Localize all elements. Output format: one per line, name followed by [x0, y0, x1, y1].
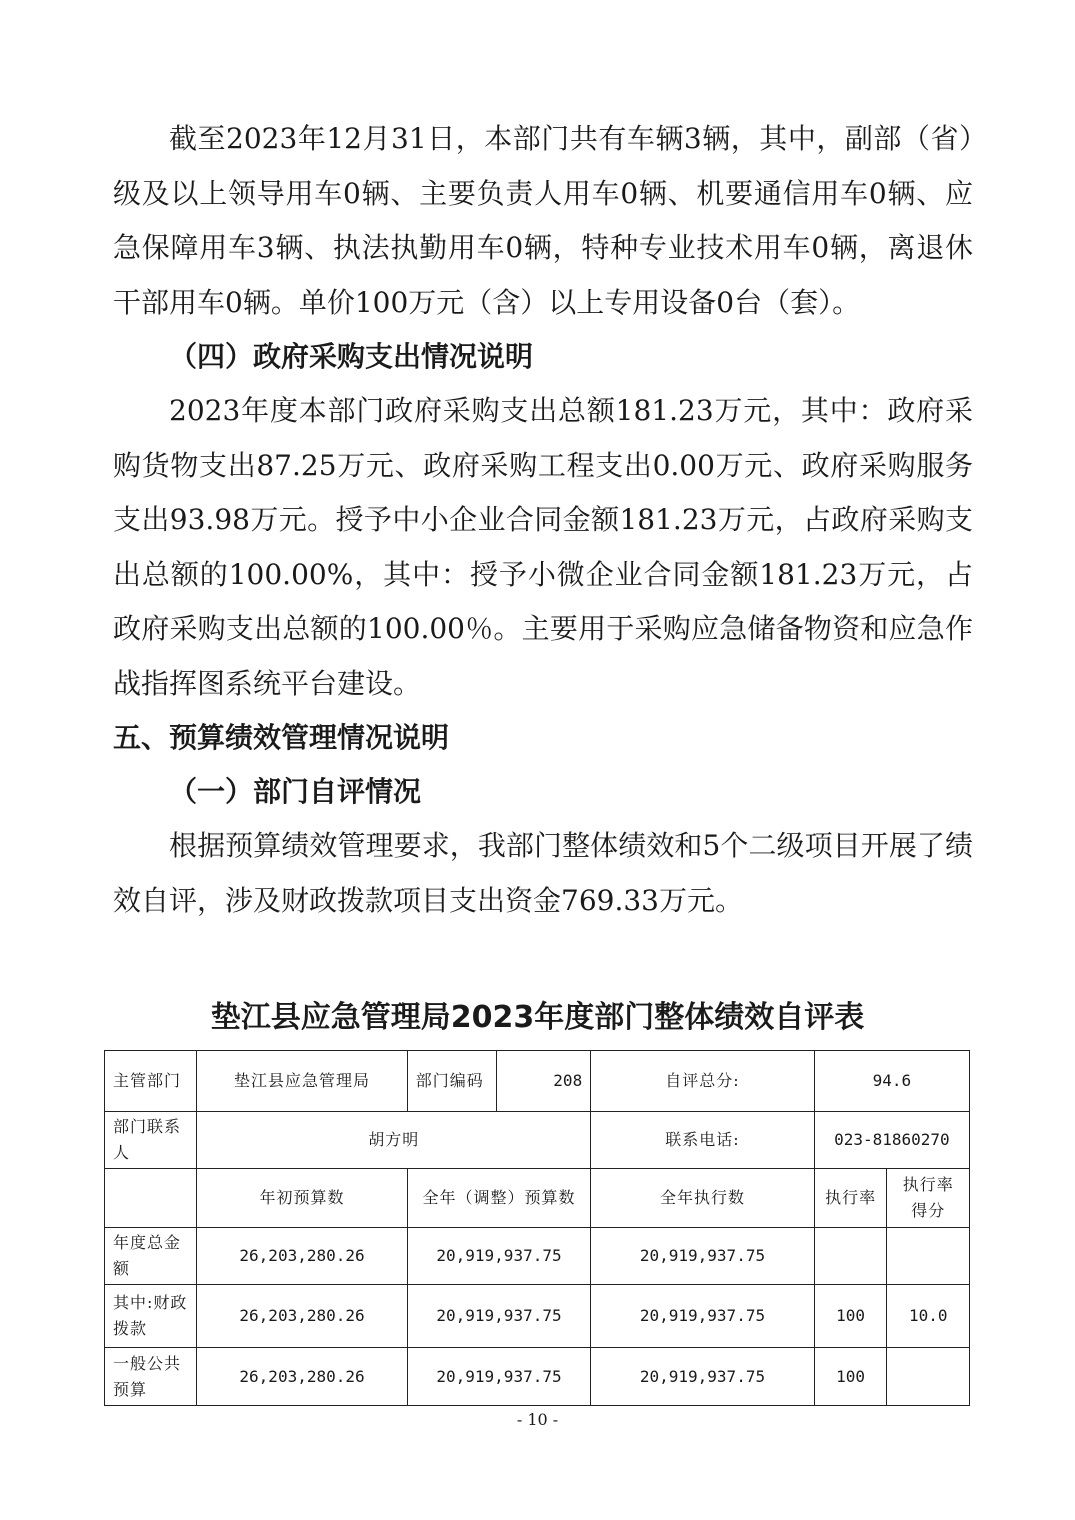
table-row: [105, 1112, 970, 1169]
score-value: 94.6: [814, 1051, 969, 1112]
score-label: 自评总分:: [591, 1051, 815, 1112]
code-label: 部门编码: [407, 1051, 496, 1112]
cell-rate-score: [887, 1348, 970, 1406]
header-empty-cell: [105, 1169, 197, 1228]
cell-initial: 26,203,280.26: [197, 1228, 408, 1285]
procurement-paragraph: 2023年度本部门政府采购支出总额181.23万元，其中：政府采购货物支出87.25万元、政府采购工程支出0.00万元、政府采购服务支出93.98万元。授予中小企业合同金额181.23万元，占政府采购支出总额的100.00%，其中：授予小微企业合同金额181.23万元，占政府采购支出总额的100.00％。主要用于采购应急储备物资和应急作战指挥图系统平台建设。: [113, 394, 973, 700]
self-eval-heading: （一）部门自评情况: [169, 775, 422, 808]
header-initial: 年初预算数: [197, 1169, 408, 1228]
cell-rate: [814, 1228, 887, 1285]
header-executed: 全年执行数: [591, 1169, 815, 1228]
cell-executed: 20,919,937.75: [591, 1348, 815, 1406]
vehicles-paragraph: 截至2023年12月31日，本部门共有车辆3辆，其中，副部（省）级及以上领导用车0辆、主要负责人用车0辆、机要通信用车0辆、应急保障用车3辆、执法执勤用车0辆，特种专业技术用车0辆，离退休干部用车0辆。单价100万元（含）以上专用设备0台（套）。: [113, 122, 973, 319]
row-label: 年度总金额: [105, 1228, 197, 1285]
document-body: [113, 112, 973, 928]
dept-label: 主管部门: [105, 1051, 197, 1112]
header-adjusted: 全年（调整）预算数: [407, 1169, 590, 1228]
contact-name: 胡方明: [197, 1112, 591, 1169]
dept-name: 垫江县应急管理局: [197, 1051, 408, 1112]
self-eval-paragraph: 根据预算绩效管理要求，我部门整体绩效和5个二级项目开展了绩效自评，涉及财政拨款项目支出资金769.33万元。: [113, 829, 973, 917]
page-number: - 10 -: [516, 1410, 559, 1429]
cell-adjusted: 20,919,937.75: [407, 1348, 590, 1406]
table-title: 垫江县应急管理局2023年度部门整体绩效自评表: [210, 1000, 865, 1035]
cell-rate-score: [887, 1228, 970, 1285]
cell-adjusted: 20,919,937.75: [407, 1228, 590, 1285]
phone-label: 联系电话:: [591, 1112, 815, 1169]
procurement-heading: （四）政府采购支出情况说明: [169, 340, 534, 373]
performance-table: [104, 1050, 970, 1406]
cell-initial: 26,203,280.26: [197, 1285, 408, 1348]
table-header-row: [105, 1169, 970, 1228]
cell-rate: 100: [814, 1348, 887, 1406]
table-row: [105, 1348, 970, 1406]
table-row: [105, 1051, 970, 1112]
cell-adjusted: 20,919,937.75: [407, 1285, 590, 1348]
header-rate-score: 执行率得分: [887, 1169, 970, 1228]
cell-initial: 26,203,280.26: [197, 1348, 408, 1406]
row-label: 一般公共预算: [105, 1348, 197, 1406]
contact-label: 部门联系人: [105, 1112, 197, 1169]
phone-value: 023-81860270: [814, 1112, 969, 1169]
cell-rate: 100: [814, 1285, 887, 1348]
code-value: 208: [496, 1051, 590, 1112]
row-label: 其中:财政拨款: [105, 1285, 197, 1348]
table-row: [105, 1228, 970, 1285]
header-rate: 执行率: [814, 1169, 887, 1228]
table-row: [105, 1285, 970, 1348]
cell-executed: 20,919,937.75: [591, 1285, 815, 1348]
cell-rate-score: 10.0: [887, 1285, 970, 1348]
section5-heading: 五、预算绩效管理情况说明: [113, 721, 450, 754]
cell-executed: 20,919,937.75: [591, 1228, 815, 1285]
